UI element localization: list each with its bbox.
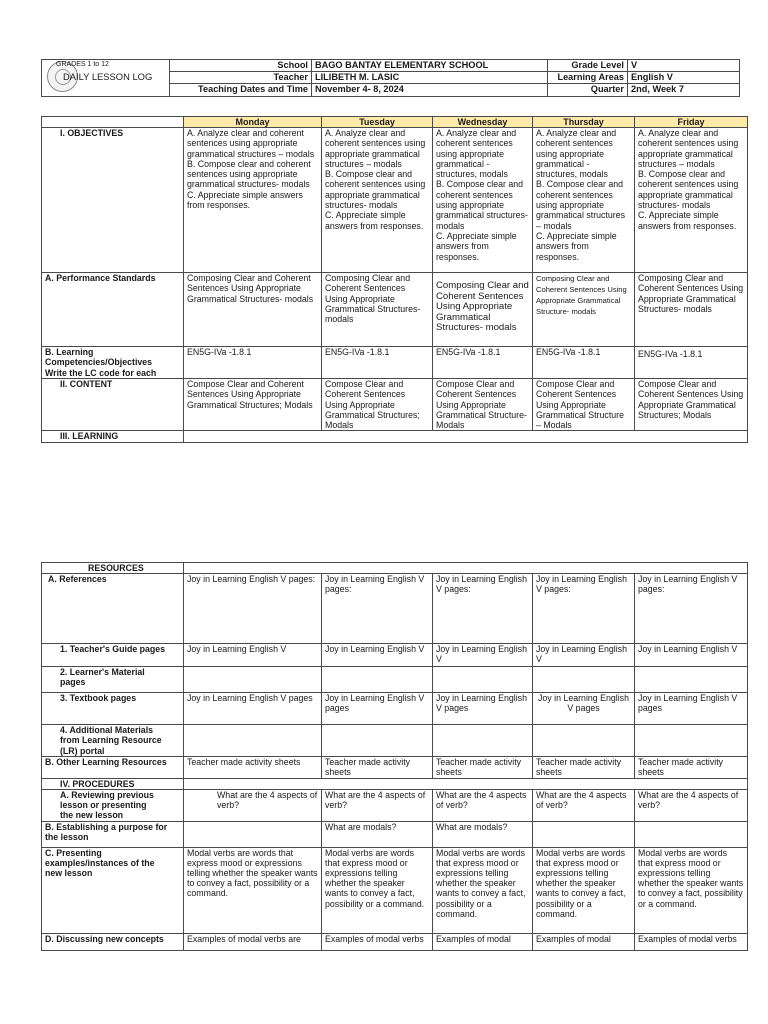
dates-value: November 4- 8, 2024	[312, 84, 548, 97]
content-tuesday: Compose Clear and Coherent Sentences Using Appropriate Grammatical Structures; Modals	[322, 379, 433, 431]
discussing-wednesday: Examples of modal	[433, 933, 533, 950]
teachers-guide-monday: Joy in Learning English V	[184, 644, 322, 667]
competencies-tuesday: EN5G-IVa -1.8.1	[322, 347, 433, 379]
day-header-friday: Friday	[635, 117, 748, 128]
discussing-monday: Examples of modal verbs are	[184, 933, 322, 950]
purpose-thursday	[533, 821, 635, 847]
references-friday: Joy in Learning English V pages:	[635, 574, 748, 644]
reviewing-friday: What are the 4 aspects of verb?	[635, 790, 748, 822]
content-wednesday: Compose Clear and Coherent Sentences Using Appropriate Grammatical Structure- Modals	[433, 379, 533, 431]
other-resources-tuesday: Teacher made activity sheets	[322, 756, 433, 778]
content-monday: Compose Clear and Coherent Sentences Using Appropriate Grammatical Structures; Modals	[184, 379, 322, 431]
competencies-monday: EN5G-IVa -1.8.1	[184, 347, 322, 379]
textbook-monday: Joy in Learning English V pages	[184, 693, 322, 725]
reviewing-monday: What are the 4 aspects of verb?	[184, 790, 322, 822]
objectives-label: I. OBJECTIVES	[42, 128, 184, 273]
purpose-wednesday: What are modals?	[433, 821, 533, 847]
other-resources-wednesday: Teacher made activity sheets	[433, 756, 533, 778]
presenting-label: C. Presenting examples/instances of the new lesson	[42, 847, 184, 933]
learners-material-wednesday	[433, 667, 533, 693]
learners-material-tuesday	[322, 667, 433, 693]
teachers-guide-wednesday: Joy in Learning English V	[433, 644, 533, 667]
day-header-monday: Monday	[184, 117, 322, 128]
competencies-wednesday: EN5G-IVa -1.8.1	[433, 347, 533, 379]
competencies-thursday: EN5G-IVa -1.8.1	[533, 347, 635, 379]
grade-level-label: Grade Level	[548, 60, 628, 72]
other-resources-monday: Teacher made activity sheets	[184, 756, 322, 778]
objectives-wednesday: A. Analyze clear and coherent sentences using appropriate grammatical - structures, modals B. Compose clear and coherent sentences using appropriate grammatical structures- modals C. Appreciate simple answers from responses.	[433, 128, 533, 273]
additional-thursday	[533, 725, 635, 757]
references-label: A. References	[42, 574, 184, 644]
reviewing-thursday: What are the 4 aspects of verb?	[533, 790, 635, 822]
objectives-thursday: A. Analyze clear and coherent sentences using appropriate grammatical - structures, modals B. Compose clear and coherent sentences using appropriate grammatical structures – modals C. Appreciate simple answers from responses.	[533, 128, 635, 273]
competencies-friday: EN5G-IVa -1.8.1	[635, 347, 748, 379]
quarter-label: Quarter	[548, 84, 628, 97]
presenting-thursday: Modal verbs are words that express mood or expressions telling whether the speaker wants to convey a fact, possibility or a command.	[533, 847, 635, 933]
references-wednesday: Joy in Learning English V pages:	[433, 574, 533, 644]
learners-material-thursday	[533, 667, 635, 693]
textbook-thursday: Joy in Learning English V pages	[533, 693, 635, 725]
purpose-label: B. Establishing a purpose for the lesson	[42, 821, 184, 847]
other-resources-thursday: Teacher made activity sheets	[533, 756, 635, 778]
grade-level-value: V	[628, 60, 740, 72]
school-value: BAGO BANTAY ELEMENTARY SCHOOL	[312, 60, 548, 72]
presenting-friday: Modal verbs are words that express mood or expressions telling whether the speaker wants to convey a fact, possibility or a command.	[635, 847, 748, 933]
teacher-label: Teacher	[170, 72, 312, 84]
purpose-friday	[635, 821, 748, 847]
teachers-guide-friday: Joy in Learning English V	[635, 644, 748, 667]
discussing-label: D. Discussing new concepts	[42, 933, 184, 950]
additional-monday	[184, 725, 322, 757]
learning-label: III. LEARNING	[42, 431, 184, 442]
textbook-tuesday: Joy in Learning English V pages	[322, 693, 433, 725]
performance-monday: Composing Clear and Coherent Sentences Using Appropriate Grammatical Structures- modals	[184, 273, 322, 347]
purpose-monday	[184, 821, 322, 847]
additional-tuesday	[322, 725, 433, 757]
content-label: II. CONTENT	[42, 379, 184, 431]
teacher-value: LILIBETH M. LASIC	[312, 72, 548, 84]
objectives-monday: A. Analyze clear and coherent sentences using appropriate grammatical structures – modals B. Compose clear and coherent sentences using appropriate grammatical structures- modals C. Appreciate simple answers from responses.	[184, 128, 322, 273]
competencies-label: B. Learning Competencies/Objectives Write the LC code for each	[42, 347, 184, 379]
performance-thursday: Composing Clear and Coherent Sentences Using Appropriate Grammatical Structure- modals	[533, 273, 635, 347]
textbook-label: 3. Textbook pages	[42, 693, 184, 725]
performance-tuesday: Composing Clear and Coherent Sentences Using Appropriate Grammatical Structures- modals	[322, 273, 433, 347]
performance-wednesday: Composing Clear and Coherent Sentences Using Appropriate Grammatical Structures- modals	[433, 273, 533, 347]
learners-material-friday	[635, 667, 748, 693]
content-thursday: Compose Clear and Coherent Sentences Using Appropriate Grammatical Structure – Modals	[533, 379, 635, 431]
objectives-tuesday: A. Analyze clear and coherent sentences using appropriate grammatical structures – modals B. Compose clear and coherent sentences using appropriate grammatical structures- modals C. Appreciate simple answers from responses.	[322, 128, 433, 273]
resources-spacer	[184, 563, 748, 574]
procedures-spacer	[184, 778, 748, 789]
discussing-thursday: Examples of modal	[533, 933, 635, 950]
lesson-table-page2	[41, 562, 748, 951]
additional-wednesday	[433, 725, 533, 757]
day-header-tuesday: Tuesday	[322, 117, 433, 128]
presenting-monday: Modal verbs are words that express mood or expressions telling whether the speaker wants to convey a fact, possibility or a command.	[184, 847, 322, 933]
teachers-guide-tuesday: Joy in Learning English V	[322, 644, 433, 667]
learning-spacer	[184, 431, 748, 442]
logo-cell	[42, 60, 170, 97]
reviewing-label: A. Reviewing previous lesson or presenting the new lesson	[42, 790, 184, 822]
school-label: School	[170, 60, 312, 72]
purpose-tuesday: What are modals?	[322, 821, 433, 847]
lesson-table-page1	[41, 116, 748, 443]
other-resources-label: B. Other Learning Resources	[42, 756, 184, 778]
reviewing-wednesday: What are the 4 aspects of verb?	[433, 790, 533, 822]
resources-label: RESOURCES	[42, 563, 184, 574]
corner-cell	[42, 117, 184, 128]
day-header-wednesday: Wednesday	[433, 117, 533, 128]
teachers-guide-label: 1. Teacher's Guide pages	[42, 644, 184, 667]
document-title: DAILY LESSON LOG	[63, 71, 153, 82]
content-friday: Compose Clear and Coherent Sentences Using Appropriate Grammatical Structures; Modals	[635, 379, 748, 431]
textbook-friday: Joy in Learning English V pages	[635, 693, 748, 725]
learning-areas-value: English V	[628, 72, 740, 84]
day-header-thursday: Thursday	[533, 117, 635, 128]
references-thursday: Joy in Learning English V pages:	[533, 574, 635, 644]
learners-material-monday	[184, 667, 322, 693]
teachers-guide-thursday: Joy in Learning English V	[533, 644, 635, 667]
discussing-tuesday: Examples of modal verbs	[322, 933, 433, 950]
discussing-friday: Examples of modal verbs	[635, 933, 748, 950]
additional-friday	[635, 725, 748, 757]
presenting-wednesday: Modal verbs are words that express mood or expressions telling whether the speaker wants to convey a fact, possibility or a command.	[433, 847, 533, 933]
learning-areas-label: Learning Areas	[548, 72, 628, 84]
performance-friday: Composing Clear and Coherent Sentences Using Appropriate Grammatical Structures- modals	[635, 273, 748, 347]
references-monday: Joy in Learning English V pages:	[184, 574, 322, 644]
performance-standards-label: A. Performance Standards	[42, 273, 184, 347]
reviewing-tuesday: What are the 4 aspects of verb?	[322, 790, 433, 822]
other-resources-friday: Teacher made activity sheets	[635, 756, 748, 778]
presenting-tuesday: Modal verbs are words that express mood or expressions telling whether the speaker wants to convey a fact, possibility or a command.	[322, 847, 433, 933]
objectives-friday: A. Analyze clear and coherent sentences using appropriate grammatical structures – modals B. Compose clear and coherent sentences using appropriate grammatical structures- modals C. Appreciate simple answers from responses.	[635, 128, 748, 273]
additional-materials-label: 4. Additional Materials from Learning Resource (LR) portal	[42, 725, 184, 757]
dates-label: Teaching Dates and Time	[170, 84, 312, 97]
learners-material-label: 2. Learner's Material pages	[42, 667, 184, 693]
header-table	[41, 59, 740, 97]
textbook-wednesday: Joy in Learning English V pages	[433, 693, 533, 725]
quarter-value: 2nd, Week 7	[628, 84, 740, 97]
procedures-label: IV. PROCEDURES	[42, 778, 184, 789]
references-tuesday: Joy in Learning English V pages:	[322, 574, 433, 644]
grades-label: GRADES 1 to 12	[56, 61, 109, 68]
